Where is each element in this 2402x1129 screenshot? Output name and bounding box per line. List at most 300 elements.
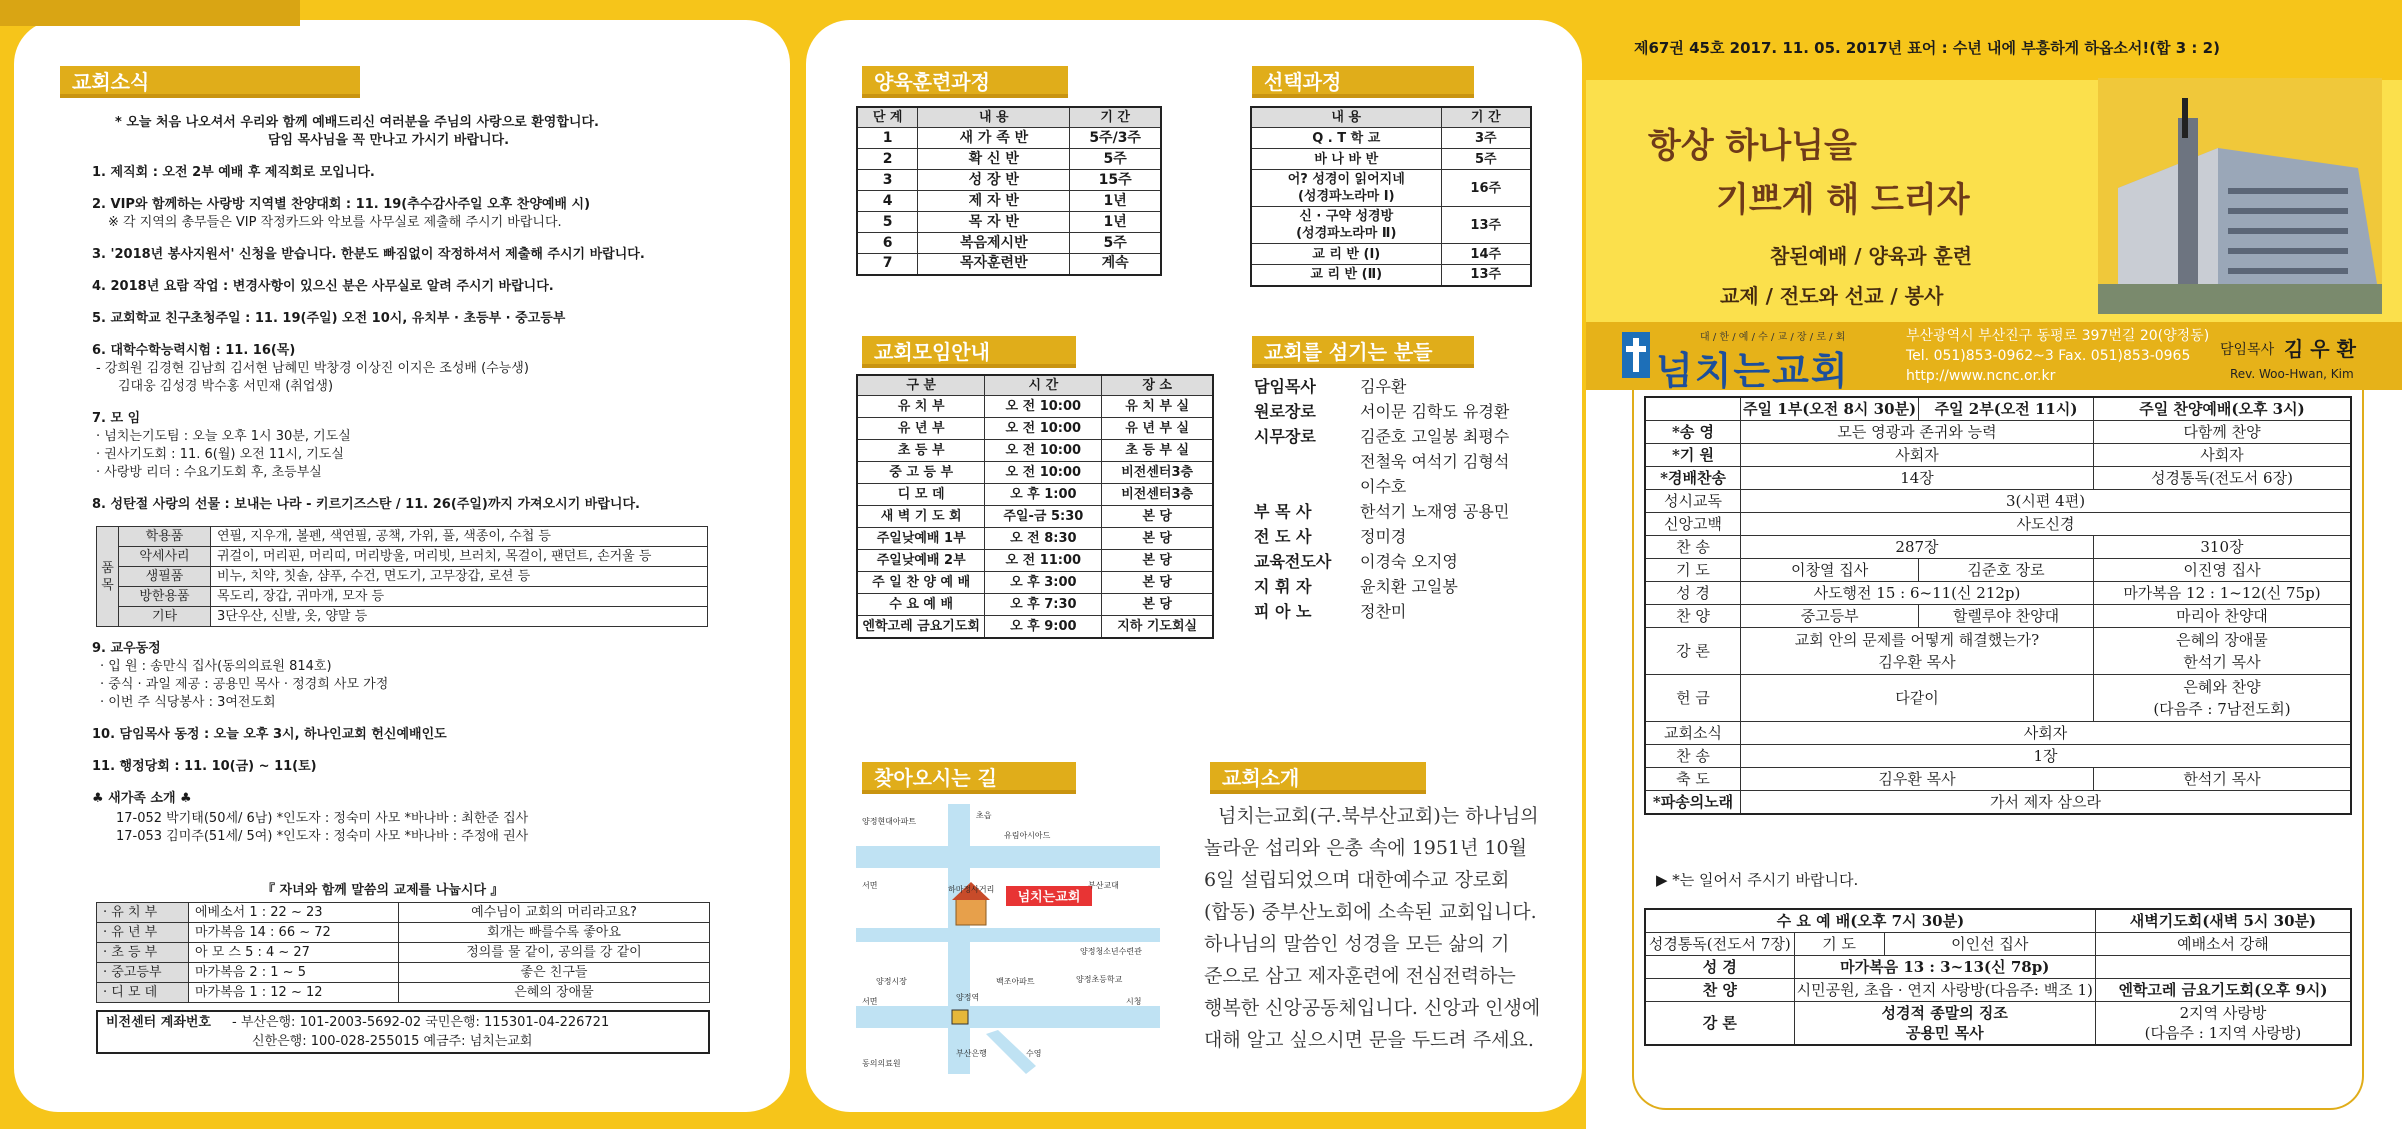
order-label: 헌 금 [1645,675,1741,722]
church-photo [2098,78,2382,314]
denomination: 대 / 한 / 예 / 수 / 교 / 장 / 로 / 회 [1700,332,1846,343]
header-cell: 장 소 [1102,375,1213,396]
meetings-row [857,396,1213,418]
gift-category: 방한용품 [119,587,211,607]
worship-cell: 사도행전 15 : 6~11(신 212p) [1741,582,2094,605]
cell: 주일낮예배 1부 [857,528,985,550]
worship-row [1645,421,2351,444]
church-tel: Tel. 051)853-0962~3 Fax. 051)853-0965 [1906,348,2191,364]
section-title-servants: 교회를 섬기는 분들 [1252,336,1474,368]
header-cell: 주일 1부(오전 8시 30분) [1741,397,1919,421]
weekday-cell: 마가복음 13 : 3~13(신 78p) [1794,956,2095,979]
servant-names: 전철욱 여석기 김형석 [1360,452,1510,471]
intro-line: 준으로 삼고 제자훈련에 전심전력하는 [1204,965,1516,987]
gift-row [97,527,708,547]
worship-cell: 이진영 집사 [2093,559,2351,582]
cell: 오 후 3:00 [985,572,1102,594]
welcome-line-1: * 오늘 처음 나오셔서 우리와 함께 예배드리신 여러분을 주님의 사랑으로 환영합니다. [115,115,599,130]
worship-row [1645,467,2351,490]
worship-cell: 할렐루야 찬양대 [1919,605,2094,628]
worship-row [1645,605,2351,628]
worship-cell: 1장 [1741,745,2351,768]
worship-row [1645,675,2351,722]
order-label: 교회소식 [1645,722,1741,745]
intro-line: (합동) 중부산노회에 소속된 교회입니다. [1204,901,1537,923]
weekday-cell: 수 요 예 배(오후 7시 30분) [1645,909,2095,933]
cell: 디 모 데 [857,484,985,506]
cell: 오 후 9:00 [985,616,1102,638]
worship-cell: 사회자 [1741,444,2094,467]
gift-row [97,547,708,567]
account-line-1: - 부산은행: 101-2003-5692-02 국민은행: 115301-04-226721 [232,1015,610,1030]
cell: 중 고 등 부 [857,462,985,484]
bible-dept: · 초 등 부 [97,943,189,963]
corner-accent [0,0,300,26]
order-label: *기 원 [1645,444,1741,467]
weekday-cell: 2지역 사랑방 (다음주 : 1지역 사랑방) [2095,1002,2351,1046]
news-item: ※ 각 지역의 총무들은 VIP 작정카드와 악보를 사무실로 제출해 주시기 바랍니다. [108,215,562,230]
elective-table [1250,106,1532,287]
cell: 어? 성경이 읽어지네 (성경파노라마 Ⅰ) [1251,170,1441,207]
worship-row [1645,513,2351,536]
cell: 성 장 반 [918,170,1070,191]
map-label: 양정시장 [876,977,907,986]
news-item: · 중식 · 과일 제공 : 공용민 목사 · 정경희 사모 가정 [100,677,389,692]
training-row [857,191,1161,212]
worship-cell: 가서 제자 삼으라 [1741,791,2351,815]
order-label: 성 경 [1645,582,1741,605]
news-item: 김대웅 김성경 박수홍 서민재 (취업생) [118,379,334,394]
weekday-cell: 성경통독(전도서 7장) [1645,933,1794,956]
news-item: 6. 대학수학능력시험 : 11. 16(목) [92,343,296,358]
cell: 수 요 예 배 [857,594,985,616]
meetings-row [857,550,1213,572]
worship-cell: 마리아 찬양대 [2093,605,2351,628]
meetings-row [857,528,1213,550]
gift-table [96,526,708,627]
weekday-row [1645,979,2351,1002]
bible-row [97,943,710,963]
cell: 주일-금 5:30 [985,506,1102,528]
worship-cell: 다함께 찬양 [2093,421,2351,444]
header-cell: 내 용 [1251,107,1441,128]
church-name: 넘치는교회 [1656,349,1850,393]
bible-table [96,902,710,1003]
bible-dept: · 유 치 부 [97,903,189,923]
order-label: *경배찬송 [1645,467,1741,490]
header-cell: 시 간 [985,375,1102,396]
meetings-header [857,375,1213,396]
section-title-map: 찾아오시는 길 [862,762,1076,794]
meetings-row [857,418,1213,440]
training-row [857,170,1161,191]
cell: 오 전 10:00 [985,462,1102,484]
section-title-news: 교회소식 [60,66,360,98]
gift-category: 생필품 [119,567,211,587]
elective-row [1251,207,1531,244]
account-line-2: 신한은행: 100-028-255015 예금주: 넘치는교회 [252,1034,533,1049]
servant-names: 이경숙 오지영 [1360,552,1458,571]
map-label: 양정역 [956,993,980,1002]
worship-cell: 사회자 [2093,444,2351,467]
cell: 신 · 구약 성경방 (성경파노라마 Ⅱ) [1251,207,1441,244]
cell: 본 당 [1102,550,1213,572]
cell: 4 [857,191,918,212]
worship-cell: 교회 안의 문제를 어떻게 해결했는가? 김우환 목사 [1741,628,2094,675]
cell: 지하 기도회실 [1102,616,1213,638]
map-label: 양정현대아파트 [862,817,917,826]
cell: 본 당 [1102,594,1213,616]
welcome-line-2: 담임 목사님을 꼭 만나고 가시기 바랍니다. [268,133,510,148]
servant-role: 시무장로 [1254,427,1316,446]
header-cell: 주일 2부(오전 11시) [1919,397,2094,421]
map-label: 양정초등학교 [1076,975,1123,984]
cell: 1년 [1070,212,1161,233]
servant-role: 담임목사 [1254,377,1316,396]
weekday-row [1645,933,2351,956]
weekday-cell: 시민공원, 초읍 · 연지 사랑방(다음주: 백조 1) [1794,979,2095,1002]
cell: 16주 [1441,170,1531,207]
elective-row [1251,170,1531,207]
gift-items: 귀걸이, 머리핀, 머리띠, 머리방울, 머리빗, 브러치, 목걸이, 팬던트, 손거울 등 [211,547,708,567]
worship-cell: 은혜와 찬양 (다음주 : 7남전도회) [2093,675,2351,722]
weekday-row [1645,909,2351,933]
cell: 5주 [1070,233,1161,254]
map-church-label: 넘치는교회 [1017,890,1081,905]
section-title-meetings: 교회모임안내 [862,336,1076,368]
cell: 복음제시반 [918,233,1070,254]
intro-line: 대해 알고 싶으시면 문을 두드려 주세요. [1204,1029,1534,1051]
servant-role: 원로장로 [1254,402,1316,421]
weekday-cell: 성 경 [1645,956,1794,979]
cell: 오 전 10:00 [985,396,1102,418]
cell: 3 [857,170,918,191]
meetings-row [857,440,1213,462]
cell: 확 신 반 [918,149,1070,170]
worship-cell: 모든 영광과 존귀와 능력 [1741,421,2094,444]
bible-dept: · 중고등부 [97,963,189,983]
meetings-row [857,594,1213,616]
worship-row [1645,628,2351,675]
cell: 2 [857,149,918,170]
gift-category: 악세사리 [119,547,211,567]
church-map [856,804,1160,1074]
cell: 본 당 [1102,506,1213,528]
worship-cell: 310장 [2093,536,2351,559]
weekday-cell: 새벽기도회(새벽 5시 30분) [2095,909,2351,933]
news-item: 1. 제직회 : 오전 2부 예배 후 제직회로 모입니다. [92,165,375,180]
gift-row [97,567,708,587]
worship-cell: 김우환 목사 [1741,768,2094,791]
weekday-cell: 찬 양 [1645,979,1794,1002]
weekday-row [1645,956,2351,979]
church-address: 부산광역시 부산진구 동평로 397번길 20(양정동) [1906,328,2210,344]
news-item: 8. 성탄절 사랑의 선물 : 보내는 나라 - 키르기즈스탄 / 11. 26(주일)까지 가져오시기 바랍니다. [92,497,640,512]
servant-role: 부 목 사 [1254,502,1312,521]
bible-topic: 좋은 친구들 [399,963,710,983]
servant-names: 이수호 [1360,477,1407,496]
worship-row [1645,559,2351,582]
cell: 5 [857,212,918,233]
news-item: 11. 행정당회 : 11. 10(금) ~ 11(토) [92,759,317,774]
cell: 교 리 반 (Ⅰ) [1251,244,1441,265]
worship-row [1645,768,2351,791]
map-label: 서면 [862,881,878,890]
cell: 13주 [1441,265,1531,286]
elective-row [1251,128,1531,149]
worship-row [1645,791,2351,815]
map-label: 동의의료원 [862,1059,901,1068]
worship-cell: 김준호 장로 [1919,559,2094,582]
weekday-cell: 기 도 [1794,933,1884,956]
worship-row [1645,745,2351,768]
standing-note: ▶ *는 일어서 주시기 바랍니다. [1656,871,1859,889]
training-row [857,128,1161,149]
servant-role: 지 휘 자 [1254,577,1312,596]
weekday-cell: 강 론 [1645,1002,1794,1046]
map-label: 유림아시아드 [1004,831,1051,840]
intro-line: 6일 설립되었으며 대한예수교 장로회 [1204,869,1510,891]
worship-cell: 성경통독(전도서 6장) [2093,467,2351,490]
tagline-2: 교제 / 전도와 선교 / 봉사 [1720,284,1944,308]
intro-line: 놀라운 섭리와 은총 속에 1951년 10월 [1204,837,1527,859]
bible-ref: 마가복음 1 : 12 ~ 12 [189,983,399,1003]
news-item: 10. 담임목사 동정 : 오늘 오후 3시, 하나인교회 헌신예배인도 [92,727,447,742]
cell: 주일낮예배 2부 [857,550,985,572]
weekday-cell [2095,956,2351,979]
map-label: 백조아파트 [996,977,1035,986]
cell: 비전센터3층 [1102,462,1213,484]
news-item: · 권사기도회 : 11. 6(월) 오전 11시, 기도실 [96,447,344,462]
bible-ref: 마가복음 14 : 66 ~ 72 [189,923,399,943]
order-label: 찬 송 [1645,536,1741,559]
map-label: 수영 [1026,1049,1042,1058]
gift-items: 비누, 치약, 칫솔, 샴푸, 수건, 면도기, 고무장갑, 로션 등 [211,567,708,587]
meetings-row [857,462,1213,484]
worship-cell: 사도신경 [1741,513,2351,536]
servant-names: 정찬미 [1360,602,1407,621]
map-label: 양정청소년수련관 [1080,947,1142,956]
cell: 교 리 반 (Ⅱ) [1251,265,1441,286]
intro-line: 넘치는교회(구.북부산교회)는 하나님의 [1218,805,1539,827]
weekday-cell: 예배소서 강해 [2095,933,2351,956]
cell: 오 후 1:00 [985,484,1102,506]
training-row [857,212,1161,233]
order-label: 찬 양 [1645,605,1741,628]
cell: 유 년 부 [857,418,985,440]
news-item: 9. 교우동정 [92,641,161,656]
order-label: 강 론 [1645,628,1741,675]
gift-row [97,587,708,607]
cell: 15주 [1070,170,1161,191]
cell: 목자훈련반 [918,254,1070,275]
meetings-row [857,484,1213,506]
cell: 5주 [1070,149,1161,170]
header-cell: 기 간 [1441,107,1531,128]
cell: 계속 [1070,254,1161,275]
worship-cell: 마가복음 12 : 1~12(신 75p) [2093,582,2351,605]
map-road-h1 [856,846,1160,868]
cell: 1 [857,128,918,149]
map-label: 시청 [1126,997,1142,1006]
news-item: - 강희원 김경현 김남희 김서현 남혜민 박창경 이상진 이지은 조성배 (수능생) [96,361,529,376]
weekday-cell: 이인선 집사 [1884,933,2095,956]
cell: 오 전 8:30 [985,528,1102,550]
bible-row [97,923,710,943]
worship-cell: 이창열 집사 [1741,559,1919,582]
section-title-training: 양육훈련과정 [862,66,1068,98]
slogan-line-2: 기쁘게 해 드리자 [1716,180,1970,220]
bible-row [97,963,710,983]
bible-ref: 아 모 스 5 : 4 ~ 27 [189,943,399,963]
servant-role: 피 아 노 [1254,602,1312,621]
slogan-line-1: 항상 하나님을 [1648,126,1857,166]
training-header [857,107,1161,128]
worship-row [1645,722,2351,745]
map-label: 초읍 [976,811,992,820]
worship-row [1645,490,2351,513]
worship-cell: 한석기 목사 [2093,768,2351,791]
bible-dept: · 디 모 데 [97,983,189,1003]
servant-names: 윤치환 고일봉 [1360,577,1458,596]
map-label: 부산은행 [956,1049,987,1058]
cell: 오 전 11:00 [985,550,1102,572]
bible-row [97,903,710,923]
header-cell: 단 계 [857,107,918,128]
cell: 7 [857,254,918,275]
weekday-table [1644,908,2352,1046]
news-item: · 넘치는기도팀 : 오늘 오후 1시 30분, 기도실 [96,429,351,444]
order-label: 기 도 [1645,559,1741,582]
cell: 오 전 10:00 [985,440,1102,462]
cell: 초 등 부 [857,440,985,462]
news-item: ♣ 새가족 소개 ♣ [92,791,192,806]
worship-cell: 14장 [1741,467,2094,490]
cell: 유 년 부 실 [1102,418,1213,440]
gift-category: 기타 [119,607,211,627]
servant-names: 한석기 노재영 공용민 [1360,502,1510,521]
servant-names: 서이문 김학도 유경환 [1360,402,1510,421]
order-label: 신앙고백 [1645,513,1741,536]
cell: 오 전 10:00 [985,418,1102,440]
worship-row [1645,582,2351,605]
cell: 엔학고레 금요기도회 [857,616,985,638]
map-label: 서면 [862,997,878,1006]
news-item: 17-052 박기태(50세/ 6남) *인도자 : 정숙미 사모 *바나바 : 최한준 집사 [116,811,529,826]
church-url[interactable]: http://www.ncnc.or.kr [1906,368,2056,384]
weekday-row [1645,1002,2351,1046]
worship-cell: 다같이 [1741,675,2094,722]
cell: 5주 [1441,149,1531,170]
pastor-name: 김 우 환 [2284,337,2356,361]
news-item: 7. 모 임 [92,411,141,426]
cell: 비전센터3층 [1102,484,1213,506]
bible-topic: 정의를 물 같이, 공의를 강 같이 [399,943,710,963]
cell: 유 치 부 [857,396,985,418]
bible-topic: 예수님이 교회의 머리라고요? [399,903,710,923]
cell: 새 가 족 반 [918,128,1070,149]
worship-table [1644,396,2352,815]
header-cell: 내 용 [918,107,1070,128]
worship-cell: 은혜의 장애물 한석기 목사 [2093,628,2351,675]
servant-role: 교육전도사 [1254,552,1332,571]
section-title-intro: 교회소개 [1210,762,1426,794]
bible-dept: · 유 년 부 [97,923,189,943]
news-item: 2. VIP와 함께하는 사랑방 지역별 찬양대회 : 11. 19(추수감사주일 오후 찬양예배 시) [92,197,591,212]
header-cell [1645,397,1741,421]
cell: 13주 [1441,207,1531,244]
cell: Q . T 학 교 [1251,128,1441,149]
cell: 본 당 [1102,572,1213,594]
cell: 유 치 부 실 [1102,396,1213,418]
meetings-row [857,572,1213,594]
servant-names: 정미경 [1360,527,1407,546]
worship-row [1645,536,2351,559]
subway-icon [952,1010,968,1024]
map-label: 부산교대 [1088,881,1119,890]
cell: 초 등 부 실 [1102,440,1213,462]
cell: 새 벽 기 도 회 [857,506,985,528]
cell: 6 [857,233,918,254]
news-item: · 이번 주 식당봉사 : 3여전도회 [100,695,276,710]
cell: 오 후 7:30 [985,594,1102,616]
map-road-h2 [856,1006,1160,1028]
elective-header [1251,107,1531,128]
servant-role: 전 도 사 [1254,527,1312,546]
worship-cell: 287장 [1741,536,2094,559]
training-row [857,233,1161,254]
pastor-en: Rev. Woo-Hwan, Kim [2230,367,2354,381]
header-cell: 구 분 [857,375,985,396]
worship-cell: 중고등부 [1741,605,1919,628]
training-row [857,149,1161,170]
servant-names: 김준호 고일봉 최평수 [1360,427,1510,446]
order-label: 찬 송 [1645,745,1741,768]
training-row [857,254,1161,275]
account-label: 비전센터 계좌번호 [106,1015,211,1030]
cover-topline: 제67권 45호 2017. 11. 05. 2017년 표어 : 수년 내에 부흥하게 하옵소서!(합 3 : 2) [1634,39,2220,57]
order-label: 축 도 [1645,768,1741,791]
news-item: 4. 2018년 요람 작업 : 변경사항이 있으신 분은 사무실로 알려 주시기 바랍니다. [92,279,554,294]
section-title-elective: 선택과정 [1252,66,1474,98]
pastor-label: 담임목사 [2220,342,2275,358]
cell: 3주 [1441,128,1531,149]
meetings-table [856,374,1214,639]
map-label: 하마정사거리 [948,885,995,894]
gift-items: 3단우산, 신발, 옷, 양말 등 [211,607,708,627]
gift-category: 학용품 [119,527,211,547]
servant-names: 김우환 [1360,377,1407,396]
cell: 제 자 반 [918,191,1070,212]
gift-items: 목도리, 장갑, 귀마개, 모자 등 [211,587,708,607]
bible-ref: 에베소서 1 : 22 ~ 23 [189,903,399,923]
weekday-cell: 엔학고레 금요기도회(오후 9시) [2095,979,2351,1002]
news-item: · 사랑방 리더 : 수요기도회 후, 초등부실 [96,465,322,480]
map-road-h3 [856,928,1160,942]
intro-line: 하나님의 말씀인 성경을 모든 삶의 기 [1204,933,1510,955]
news-item: 17-053 김미주(51세/ 5여) *인도자 : 정숙미 사모 *바나바 : 주정애 권사 [116,829,529,844]
gift-side-label: 품목 [97,527,119,627]
church-building-icon [956,899,986,925]
elective-row [1251,244,1531,265]
order-label: *송 영 [1645,421,1741,444]
cell: 목 자 반 [918,212,1070,233]
bible-title: 『 자녀와 함께 말씀의 교제를 나눕시다 』 [262,883,504,898]
worship-header [1645,397,2351,421]
meetings-row [857,506,1213,528]
cell: 주 일 찬 양 예 배 [857,572,985,594]
meetings-row [857,616,1213,638]
